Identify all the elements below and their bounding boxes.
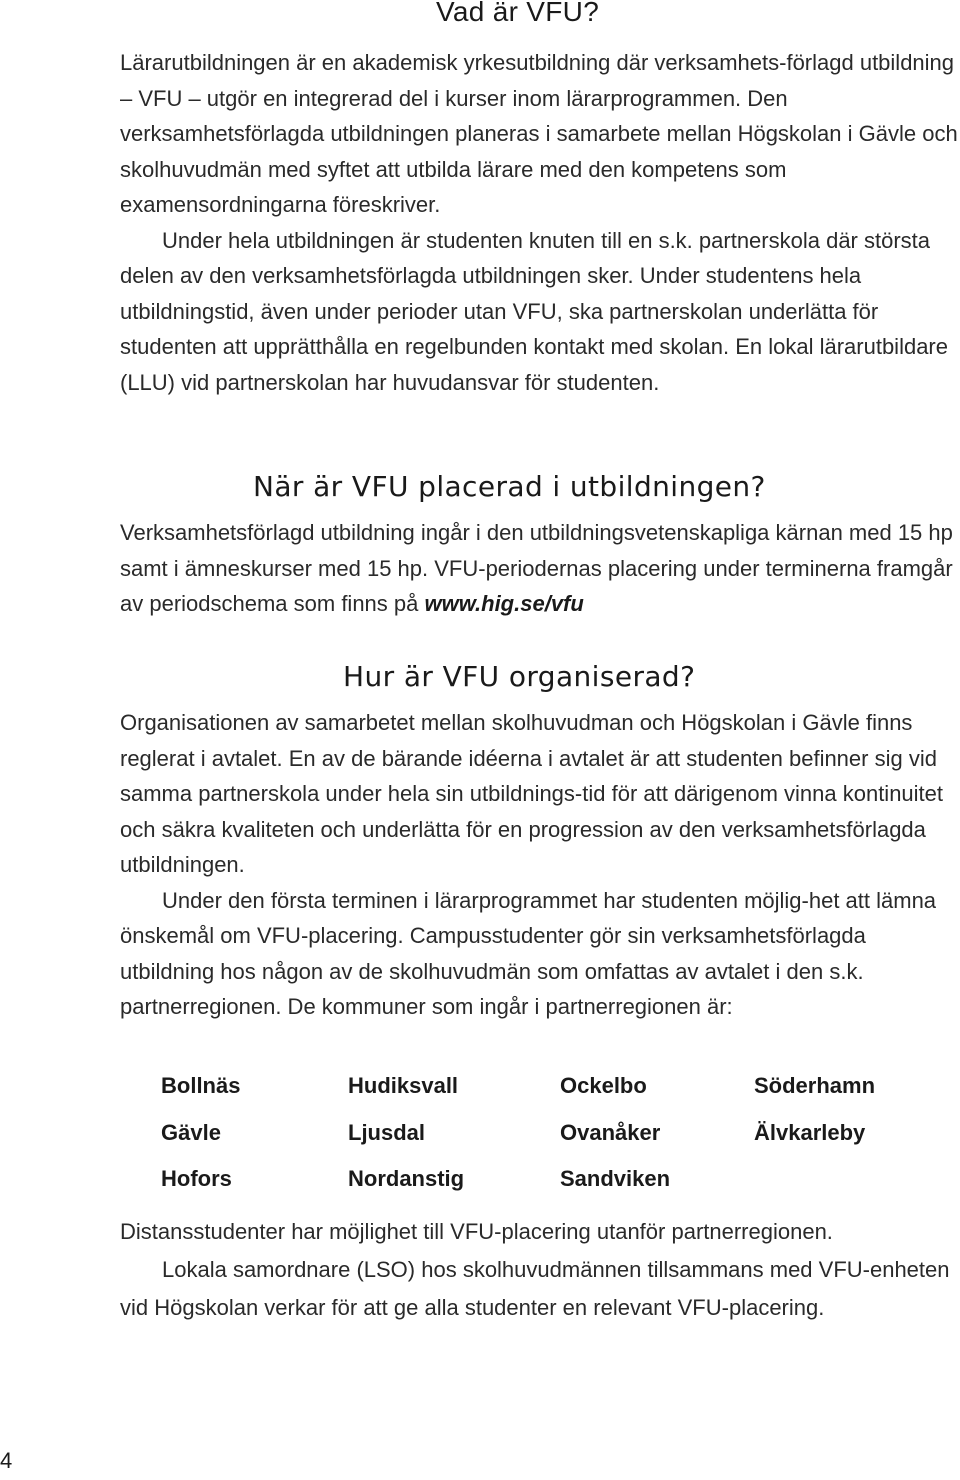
municipality-item: Gävle	[161, 1119, 221, 1145]
municipality-item: Hofors	[161, 1166, 232, 1191]
paragraph-placering-text: Verksamhetsförlagd utbildning ingår i den utbildningsvetenskapliga kärnan med 15 hp samt i ämneskurser med 15 hp. VFU-periodernas placering under terminerna framgår av periodschema som finns på	[120, 520, 953, 616]
paragraph-intro	[120, 45, 960, 400]
paragraph-distans	[120, 1213, 960, 1327]
municipality-item: Älvkarleby	[754, 1119, 866, 1145]
municipality-item: Bollnäs	[161, 1073, 241, 1098]
municipality-item: Sandviken	[560, 1166, 671, 1191]
municipality-list	[161, 1068, 921, 1208]
paragraph-partnerskola-text: Under hela utbildningen är studenten knuten till en s.k. partnerskola där största delen av den verksamhetsförlagda utbildningen sker. Under studentens hela utbildningstid, även under perioder utan VFU, ska partnerskolan underlätta för studenten att upprätthålla en regelbunden kontakt med skolan. En lokal lärarutbildare (LLU) vid partnerskolan har huvudansvar för studenten.	[120, 227, 948, 395]
paragraph-organisation-text: Organisationen av samarbetet mellan skolhuvudman och Högskolan i Gävle finns reglerat i avtalet. En av de bärande idéerna i avtalet är att studenten befinner sig vid samma partnerskola under hela sin utbildnings-tid för att därigenom vinna kontinuitet och säkra kvaliteten och underlätta för en progression av den verksamhetsförlagda utbildningen.	[120, 710, 944, 877]
section-title-placering: När är VFU placerad i utbildningen?	[253, 470, 766, 503]
municipality-item: Ovanåker	[560, 1119, 661, 1145]
paragraph-partnerregion-text: Under den första terminen i lärarprogrammet har studenten möjlig-het att lämna önskemål om VFU-placering. Campusstudenter gör sin verksamhetsförlagda utbildning hos någon av de skolhuvudmän som omfattas av avtalet i den s.k. partnerregionen. De kommuner som ingår i partnerregionen är:	[120, 887, 937, 1019]
paragraph-organisation	[120, 705, 960, 1025]
municipality-item: Ockelbo	[560, 1073, 647, 1098]
section-title-vad-ar-vfu: Vad är VFU?	[436, 0, 600, 27]
page-number: 4	[0, 1448, 13, 1473]
paragraph-placering	[120, 515, 960, 622]
section-title-organisation: Hur är VFU organiserad?	[343, 660, 696, 693]
municipality-item: Nordanstig	[348, 1166, 465, 1191]
vfu-link[interactable]: www.hig.se/vfu	[424, 591, 584, 616]
municipality-item: Söderhamn	[754, 1073, 876, 1098]
paragraph-intro-text: Lärarutbildningen är en akademisk yrkesutbildning där verksamhets-förlagd utbildning – VFU – utgör en integrerad del i kurser inom lärarprogrammen. Den verksamhetsförlagda utbildningen planeras i samarbete mellan Högskolan i Gävle och skolhuvudmän med syftet att utbilda lärare med den kompetens som examensordningarna föreskriver.	[120, 50, 958, 217]
paragraph-lso-text: Lokala samordnare (LSO) hos skolhuvudmännen tillsammans med VFU-enheten vid Högskolan verkar för att ge alla studenter en relevant VFU-placering.	[120, 1257, 950, 1320]
municipality-item: Hudiksvall	[348, 1073, 459, 1098]
paragraph-distans-text: Distansstudenter har möjlighet till VFU-placering utanför partnerregionen.	[120, 1219, 833, 1244]
municipality-item: Ljusdal	[348, 1119, 426, 1145]
